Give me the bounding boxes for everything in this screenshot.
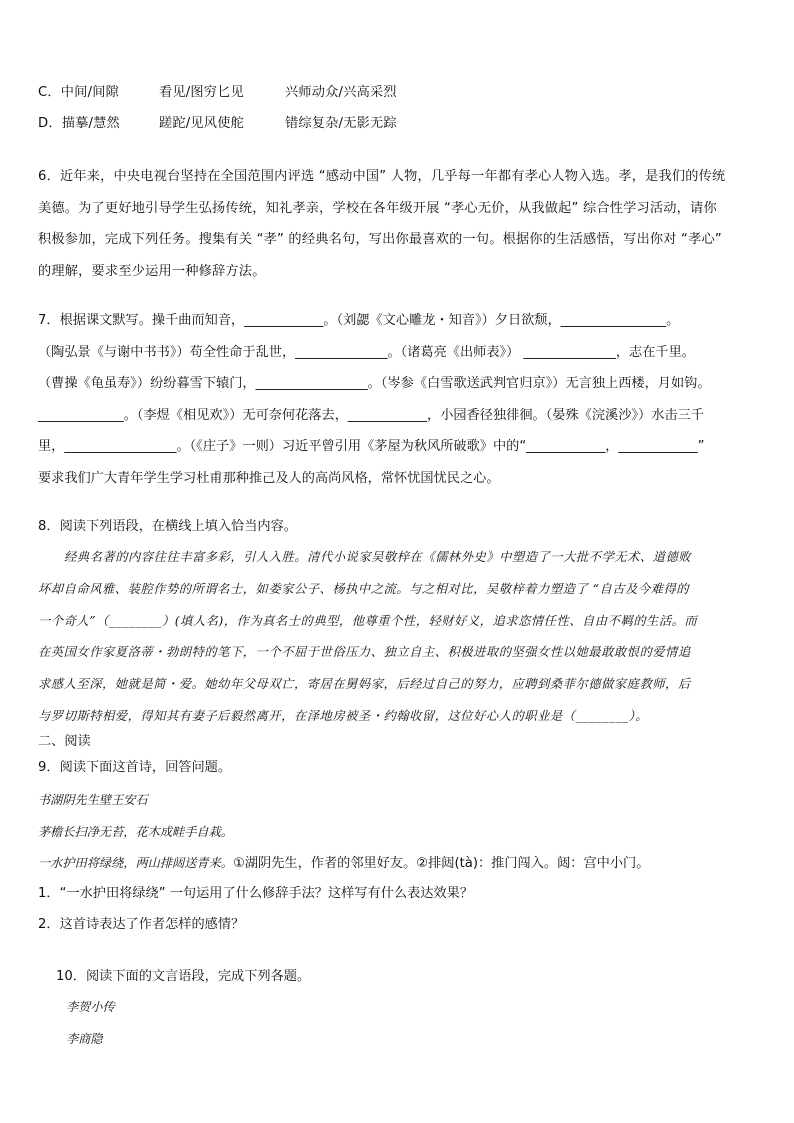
option-c-a: C．中间/间隙 [38, 85, 119, 100]
section-heading: 二、阅读 [38, 734, 91, 749]
question-7 [38, 305, 762, 494]
text-title: 李贺小传 [66, 1000, 115, 1014]
q10-title: 10．阅读下面的文言语段，完成下列各题。 [56, 969, 311, 984]
q7-line: 7．根据课文默写。操千曲而知音，____________。（刘勰《文心雕龙・知音》）夕日欲颓，________________。 [38, 313, 680, 328]
q8-line: 坏却自命风雅、装腔作势的所谓名士，如娄家公子、杨执中之流。与之相对比，吴敬梓着力塑造了 “自古及今难得的 [38, 581, 690, 596]
q9-title: 9．阅读下面这首诗，回答问题。 [38, 760, 232, 775]
question-6 [38, 161, 762, 287]
poem-line-2: 一水护田将绿绕，两山排闼送青来。 [38, 856, 233, 870]
q6-line: 美德。为了更好地引导学生弘扬传统，知礼孝亲，学校在各年级开展 “孝心无价，从我做起” 综合性学习活动，请你 [38, 200, 717, 216]
question-8-passage [38, 542, 762, 733]
q8-line: 在英国女作家夏洛蒂・勃朗特的笔下，一个不屈于世俗压力、独立自主、积极进取的坚强女性以她最敢敢恨的爱情追 [38, 645, 691, 660]
q7-line: （曹操《龟虽寿》）纷纷暮雪下辕门，_________________。（岑参《白雪歌送武判官归京》）无言独上西楼，月如钩。 [38, 376, 711, 391]
q8-line [38, 542, 762, 574]
poem-title: 书湖阴先生壁王安石 [38, 793, 148, 807]
q6-line: 的理解，要求至少运用一种修辞方法。 [38, 263, 266, 279]
option-d [38, 108, 762, 140]
text-author: 李商隐 [66, 1032, 103, 1046]
option-d-b: 蹉跎/见风使舵 [159, 116, 244, 131]
q8-line-text: 经典名著的内容往往丰富多彩，引人入胜。清代小说家吴敬梓在《儒林外史》中塑造了一大批不学无术、道德败 [64, 550, 692, 564]
option-d-c: 错综复杂/无影无踪 [285, 116, 397, 131]
option-d-a: D．描摹/慧然 [38, 116, 120, 131]
option-c [38, 77, 762, 109]
q6-line: 6．近年来，中央电视台坚持在全国范围内评选 “感动中国” 人物，几乎每一年都有孝心人物入选。孝，是我们的传统 [38, 169, 726, 184]
poem-notes: ①湖阴先生，作者的邻里好友。②排闼(tà)：推门闯入。闼：宫中小门。 [233, 856, 650, 871]
q6-line: 积极参加，完成下列任务。搜集有关 “孝” 的经典名句，写出你最喜欢的一句。根据你的生活感悟，写出你对 “孝心” [38, 232, 722, 247]
q8-line: 一个奇人”（________）(填人名)，作为真名士的典型，他尊重个性，轻财好义，追求恣情任性、自由不羁的生活。而 [38, 613, 698, 628]
poem-line-1: 茅檐长扫净无苔，花木成畦手自栽。 [38, 825, 233, 839]
q7-line: _____________。（李煜《相见欢》）无可奈何花落去，____________，小园香径独徘徊。（晏殊《浣溪沙》）水击三千 [38, 407, 704, 423]
q8-line: 求感人至深，她就是简・爱。她幼年父母双亡，寄居在舅妈家，后经过自己的努力，应聘到桑菲尔德做家庭教师，后 [38, 677, 691, 692]
option-c-c: 兴师动众/兴高采烈 [285, 85, 397, 100]
q9-sub-2: 2．这首诗表达了作者怎样的感情？ [38, 917, 245, 932]
q8-line: 与罗切斯特相爱，得知其有妻子后毅然离开，在泽地房被圣・约翰收留，这位好心人的职业是（________）。 [38, 708, 649, 723]
q9-sub-1: 1．“一水护田将绿绕” 一句运用了什么修辞手法？这样写有什么表达效果？ [38, 886, 474, 901]
q7-line: 里，_________________。（《庄子》一则）习近平曾引用《茅屋为秋风所破歌》中的“____________，____________” [38, 439, 705, 454]
q7-line: （陶弘景《与谢中书书》）苟全性命于乱世，______________。（诸葛亮《出师表》） ______________，志在千里。 [38, 344, 695, 360]
poem-line-2-with-notes [38, 852, 649, 874]
option-c-b: 看见/图穷匕见 [159, 85, 244, 100]
q8-title: 8．阅读下列语段，在横线上填入恰当内容。 [38, 519, 297, 534]
q7-line: 要求我们广大青年学生学习杜甫那种推己及人的高尚风格，常怀忧国忧民之心。 [38, 470, 500, 486]
